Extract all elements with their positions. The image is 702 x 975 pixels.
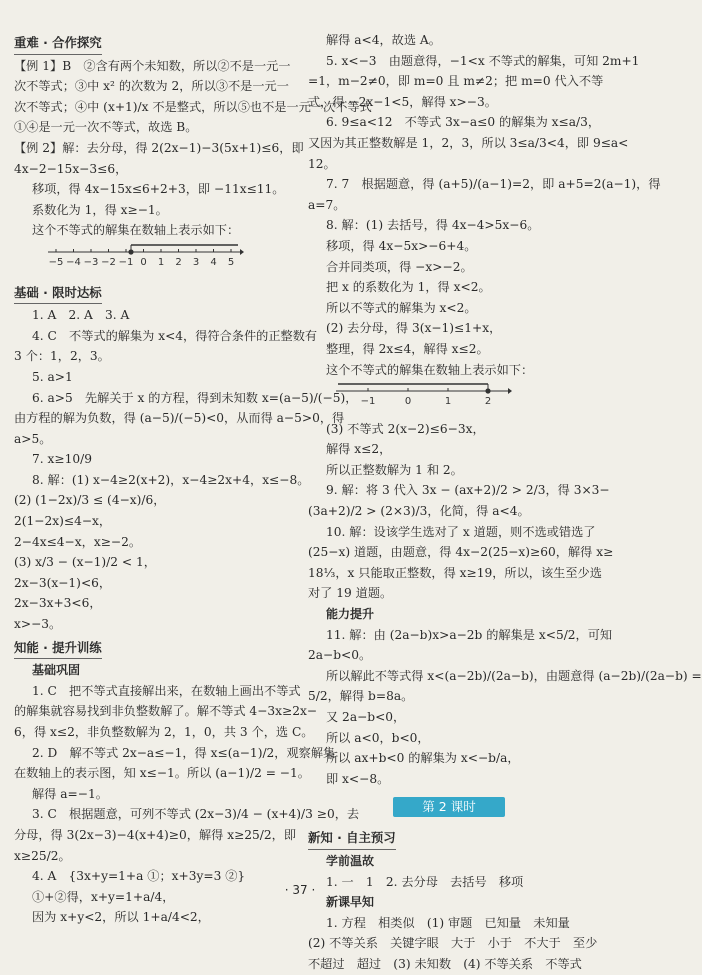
text-line: 6，得 x≤2，非负整数解为 2，1，0，共 3 个，选 C。 xyxy=(14,725,314,739)
text-line: 8. 解：(1) 去括号，得 4x−4>5x−6。 xyxy=(326,218,540,233)
tick-label: −1 xyxy=(360,396,376,408)
section-heading-preview: 新知 · 自主预习 xyxy=(308,828,396,850)
tick-label: 1 xyxy=(444,396,452,408)
text-line: 因为 x+y<2，所以 1+a/4<2， xyxy=(32,910,210,925)
text-line: 把 x 的系数化为 1，得 x<2。 xyxy=(326,280,491,295)
tick-label: −3 xyxy=(83,256,99,268)
subheading-new-lesson: 新课早知 xyxy=(326,895,375,910)
tick-label: 5 xyxy=(227,256,235,268)
tick-label: 0 xyxy=(404,396,412,408)
section-heading-cooperative: 重难 · 合作探究 xyxy=(14,33,102,55)
tick-label: −4 xyxy=(66,256,81,268)
text-line: 所以解此不等式得 x<(a−2b)/(2a−b)，由题意得 (a−2b)/(2a−b) = xyxy=(326,668,702,683)
right-column xyxy=(308,30,702,975)
text-line: 所以正整数解为 1 和 2。 xyxy=(326,462,463,477)
text-line: 由方程的解为负数，得 (a−5)/(−5)<0，从而得 a−5>0，得 xyxy=(14,411,345,426)
text-line: 1. 一 1 2. 去分母 去括号 移项 xyxy=(326,874,524,889)
text-line: 5. a>1 xyxy=(32,369,73,384)
text-line: 解得 a<4，故选 A。 xyxy=(326,33,441,47)
text-line: 3. C 根据题意，可列不等式 (2x−3)/4 − (x+4)/3 ≥0，去 xyxy=(32,807,360,822)
text-line: 18⅓，x 只能取正整数，得 x≥19，所以，该生至少选 xyxy=(308,565,602,580)
text-line: 这个不等式的解集在数轴上表示如下： xyxy=(326,362,534,377)
text-line: 11. 解：由 (2a−b)x>a−2b 的解集是 x<5/2，可知 xyxy=(326,627,613,642)
tick-label: 3 xyxy=(192,256,200,268)
text-line: 5. x<−3 由题意得，−1<x 不等式的解集，可知 2m+1 xyxy=(326,53,640,68)
subheading-basic-consolidation: 基础巩固 xyxy=(32,663,81,678)
text-line: 4. C 不等式的解集为 x<4，得符合条件的正整数有 xyxy=(32,328,318,343)
text-line: 3 个：1，2，3。 xyxy=(14,349,110,364)
text-line: a=7。 xyxy=(308,197,346,212)
text-line: 不超过 超过 (3) 未知数 (4) 不等关系 不等式 xyxy=(308,956,582,971)
tick-label: −1 xyxy=(118,256,134,268)
text-line: 5/2，解得 b=8a。 xyxy=(308,689,414,704)
text-line: 2a−b<0。 xyxy=(308,648,372,663)
text-line: (3) 不等式 2(x−2)≤6−3x， xyxy=(326,421,485,436)
text-line: 9. 解：将 3 代入 3x − (ax+2)/2 > 2/3，得 3×3− xyxy=(326,483,610,498)
text-line: 在数轴上的表示图，知 x≤−1。所以 (a−1)/2 = −1。 xyxy=(14,766,310,781)
text-line: 次不等式；③中 x² 的次数为 2，所以③不是一元一 xyxy=(14,79,289,94)
text-line: 所以不等式的解集为 x<2。 xyxy=(326,300,477,315)
text-line: (2) 去分母，得 3(x−1)≤1+x， xyxy=(326,321,502,336)
text-line: 2x−3x+3<6， xyxy=(14,596,102,611)
text-line: ①④是一元一次不等式，故选 B。 xyxy=(14,120,198,135)
text-line: a>5。 xyxy=(14,431,52,446)
text-line: (25−x) 道题，由题意，得 4x−2(25−x)≥60，解得 x≥ xyxy=(308,545,614,560)
text-line: 2x−3(x−1)<6， xyxy=(14,575,112,590)
text-line: 又因为其正整数解是 1，2，3，所以 3≤a/3<4，即 9≤a< xyxy=(308,135,629,150)
section-heading-basic: 基础 · 限时达标 xyxy=(14,283,102,305)
text-line: (3a+2)/2 > (2×3)/3，化简，得 a<4。 xyxy=(308,504,530,519)
text-line: (2) (1−2x)/3 ≤ (4−x)/6， xyxy=(14,493,166,508)
text-line: 式，得 −2x−1<5，解得 x>−3。 xyxy=(308,94,497,109)
page-number: · 37 · xyxy=(284,883,316,897)
text-line: 解得 x≤2， xyxy=(326,442,392,457)
tick-label: 0 xyxy=(140,256,147,268)
tick-label: 2 xyxy=(175,256,182,268)
text-line: 12。 xyxy=(308,156,336,171)
text-line: 整理，得 2x≤4，解得 x≤2。 xyxy=(326,341,489,356)
lesson-badge: 第 2 课时 xyxy=(393,797,505,817)
tick-label: 1 xyxy=(157,256,165,268)
text-line: 这个不等式的解集在数轴上表示如下： xyxy=(32,223,240,238)
text-line: 移项，得 4x−5x>−6+4。 xyxy=(326,238,477,253)
text-line: 合并同类项，得 −x>−2。 xyxy=(326,259,473,274)
text-line: 【例 1】B ②含有两个未知数，所以②不是一元一 xyxy=(14,58,291,73)
number-line-1 xyxy=(48,243,244,269)
text-line: 所以 ax+b<0 的解集为 x<−b/a， xyxy=(326,751,520,766)
text-line: 【例 2】解：去分母，得 2(2x−1)−3(5x+1)≤6，即 xyxy=(14,140,304,155)
text-line: (3) x/3 − (x−1)/2 < 1， xyxy=(14,555,156,570)
text-line: 对了 19 道题。 xyxy=(308,586,393,601)
text-line: 解得 a=−1。 xyxy=(32,786,108,801)
text-line: 4. A {3x+y=1+a ①；x+3y=3 ②} xyxy=(32,869,246,884)
text-line: 次不等式；④中 (x+1)/x 不是整式，所以⑤也不是一元一次不等式 xyxy=(14,99,372,114)
text-line: 2. D 解不等式 2x−a≤−1，得 x≤(a−1)/2，观察解集 xyxy=(32,745,336,760)
text-line: x>−3。 xyxy=(14,617,62,632)
section-heading-training: 知能 · 提升训练 xyxy=(14,638,102,660)
text-line: 又 2a−b<0， xyxy=(326,710,406,724)
text-line: 1. 方程 相类似 (1) 审题 已知量 未知量 xyxy=(326,915,570,930)
text-line: 即 x<−8。 xyxy=(326,771,390,786)
text-line: 6. a>5 先解关于 x 的方程，得到未知数 x=(a−5)/(−5)， xyxy=(32,390,358,405)
text-line: 移项，得 4x−15x≤6+2+3，即 −11x≤11。 xyxy=(32,182,285,197)
text-line: 10. 解：设该学生选对了 x 道题，则不选或错选了 xyxy=(326,524,596,539)
text-line: =1，m−2≠0，即 m=0 且 m≠2；把 m=0 代入不等 xyxy=(308,74,604,89)
text-line: 8. 解：(1) x−4≥2(x+2)，x−4≥2x+4，x≤−8。 xyxy=(32,472,310,487)
subheading-ability: 能力提升 xyxy=(326,607,375,622)
subheading-review: 学前温故 xyxy=(326,853,375,868)
text-line: 的解集就容易找到非负整数解了。解不等式 4−3x≥2x− xyxy=(14,704,318,719)
tick-label: −5 xyxy=(48,256,64,268)
text-line: 系数化为 1，得 x≥−1。 xyxy=(32,202,168,217)
text-line: 4x−2−15x−3≤6， xyxy=(14,161,128,176)
text-line: 2(1−2x)≤4−x， xyxy=(14,514,112,529)
text-line: 7. x≥10/9 xyxy=(32,452,92,467)
text-line: 分母，得 3(2x−3)−4(x+4)≥0，解得 x≥25/2，即 xyxy=(14,827,297,842)
tick-label: 2 xyxy=(484,396,492,408)
text-line: 7. 7 根据题意，得 (a+5)/(a−1)=2，即 a+5=2(a−1)，得 xyxy=(326,177,661,192)
text-line: 6. 9≤a<12 不等式 3x−a≤0 的解集为 x≤a/3， xyxy=(326,115,601,130)
text-line: 2−4x≤4−x，x≥−2。 xyxy=(14,534,142,549)
number-line-2 xyxy=(336,382,512,408)
text-line: ①+②得，x+y=1+a/4， xyxy=(32,889,175,904)
text-line: 1. C 把不等式直接解出来，在数轴上画出不等式 xyxy=(32,683,301,698)
text-line: (2) 不等关系 关键字眼 大于 小于 不大于 至少 xyxy=(308,936,598,951)
text-line: 1. A 2. A 3. A xyxy=(32,308,130,323)
tick-label: −2 xyxy=(101,256,116,268)
text-line: x≥25/2。 xyxy=(14,848,71,863)
tick-label: 4 xyxy=(210,256,217,268)
text-line: 所以 a<0，b<0， xyxy=(326,730,430,745)
